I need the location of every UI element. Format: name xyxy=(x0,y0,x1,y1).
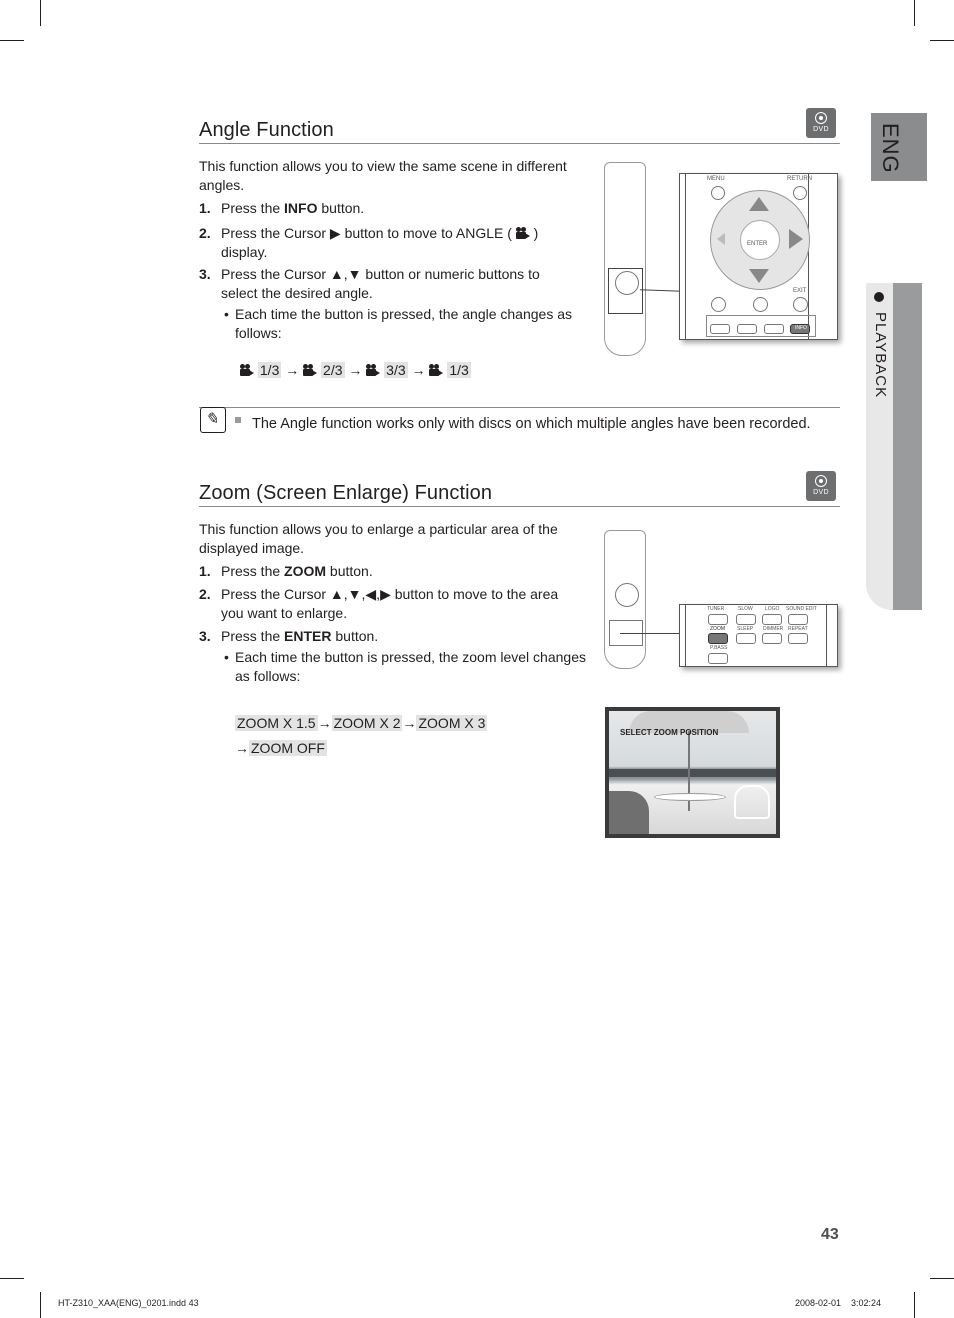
angle-step-value: 3/3 xyxy=(386,362,406,378)
footer-date: 2008-02-01 3:02:24 xyxy=(795,1298,882,1308)
step-text: button. xyxy=(317,200,365,216)
sound-edit-button xyxy=(788,614,808,625)
angle-camera-icon xyxy=(240,364,254,376)
bullet-text: follows: xyxy=(235,325,282,341)
enter-button xyxy=(740,220,780,260)
audio-button xyxy=(711,297,726,312)
section-bullet-icon xyxy=(874,292,884,302)
step-text: Press the xyxy=(221,200,285,216)
section-tab-strip xyxy=(893,283,922,610)
closeup-edge xyxy=(685,605,686,666)
dvd-badge-label: DVD xyxy=(813,489,829,496)
angle-camera-icon xyxy=(366,364,380,376)
zoom-intro xyxy=(199,520,558,558)
enter-key-label: ENTER xyxy=(747,241,768,247)
remote-illustration xyxy=(604,162,646,356)
arrow-icon: → xyxy=(235,740,249,756)
closeup-edge xyxy=(826,605,827,666)
tuner-key-label: TUNER xyxy=(707,606,725,612)
step-text: select the desired angle. xyxy=(221,285,373,301)
angle-step-value: 1/3 xyxy=(449,362,469,378)
step-number: 1. xyxy=(199,200,211,216)
logo-key-label: LOGO xyxy=(765,606,780,612)
stereo-button xyxy=(764,324,784,334)
logo-button xyxy=(762,614,782,625)
tuner-button xyxy=(708,614,728,625)
dvd-badge xyxy=(806,108,836,138)
crop-mark xyxy=(40,1292,41,1318)
angle-sequence xyxy=(240,361,471,380)
step-number: 3. xyxy=(199,266,211,282)
step-number: 2. xyxy=(199,225,211,241)
left-arrow-icon xyxy=(717,233,725,245)
step-text: Press the Cursor ▶ button to move to ANGLE ( xyxy=(221,225,512,241)
step-text: you want to enlarge. xyxy=(221,605,348,621)
zoom-step-3 xyxy=(221,627,378,646)
callout-line xyxy=(640,289,682,291)
dimmer-button xyxy=(762,633,782,644)
section-tab-label: PLAYBACK xyxy=(872,312,889,399)
step-text: Press the xyxy=(221,628,285,644)
sleep-button xyxy=(736,633,756,644)
angle-step-2 xyxy=(221,224,538,262)
closeup-edge xyxy=(685,174,686,339)
angle-step-value: 1/3 xyxy=(259,362,280,378)
angle-title: Angle Function xyxy=(199,119,334,141)
screen-caption: SELECT ZOOM POSITION xyxy=(620,728,719,737)
zoom-rule xyxy=(199,506,840,507)
return-key-label: RETURN xyxy=(787,176,812,182)
cursor-ring xyxy=(710,190,810,290)
step-text: Press the Cursor ▲,▼,◀,▶ button to move to the area xyxy=(221,586,559,602)
plants xyxy=(609,791,649,834)
note-pen-glyph: ✎ xyxy=(205,411,219,428)
info-key-label: INFO xyxy=(795,325,807,331)
crop-mark xyxy=(914,1292,915,1318)
bullet-icon: • xyxy=(224,306,229,322)
angle-camera-icon xyxy=(303,364,317,376)
bullet-icon: • xyxy=(224,649,229,665)
arrow-icon: → xyxy=(411,362,426,378)
exit-button xyxy=(793,297,808,312)
step-text: display. xyxy=(221,244,268,260)
repeat-key-label: REPEAT xyxy=(788,626,808,632)
angle-step-3 xyxy=(221,265,540,303)
angle-camera-icon xyxy=(429,364,443,376)
chair xyxy=(734,785,770,819)
zoom-sequence xyxy=(235,711,487,761)
crop-mark xyxy=(914,0,915,26)
note-icon xyxy=(200,407,226,433)
down-arrow-icon xyxy=(749,269,769,283)
info-button xyxy=(790,324,810,334)
disc-icon xyxy=(815,112,827,124)
zoom-key-label: ZOOM xyxy=(710,626,725,632)
note-bullet-icon xyxy=(235,417,241,423)
zoom-level-value: ZOOM OFF xyxy=(251,740,325,756)
arrow-icon: → xyxy=(402,715,417,731)
bullet-text: as follows: xyxy=(235,668,301,684)
dvd-badge xyxy=(806,471,836,501)
menu-button xyxy=(711,186,725,200)
arrow-icon: → xyxy=(348,362,363,378)
disc-icon xyxy=(815,475,827,487)
remote-closeup xyxy=(679,173,838,340)
footer-file: HT-Z310_XAA(ENG)_0201.indd 43 xyxy=(58,1298,199,1308)
bullet-text: Each time the button is pressed, the angle changes as xyxy=(235,306,572,322)
table xyxy=(654,793,726,801)
menu-key-label: MENU xyxy=(707,176,725,182)
slow-key-label: SLOW xyxy=(738,606,753,612)
zoom-key-name: ZOOM xyxy=(284,563,327,579)
intro-text: This function allows you to enlarge a particular area of the xyxy=(199,521,558,537)
repeat-button xyxy=(788,633,808,644)
note-rule xyxy=(199,407,840,408)
arrow-icon: → xyxy=(317,715,332,731)
effect-button xyxy=(737,324,757,334)
up-arrow-icon xyxy=(749,197,769,211)
remote-dpad xyxy=(615,583,639,607)
remote-closeup xyxy=(679,604,838,667)
sleep-key-label: SLEEP xyxy=(737,626,754,632)
crop-mark xyxy=(930,1278,954,1279)
step-number: 2. xyxy=(199,586,211,602)
angle-step-value: 2/3 xyxy=(323,362,343,378)
exit-key-label: EXIT xyxy=(793,288,807,294)
angle-step-1 xyxy=(221,199,364,218)
railing xyxy=(609,769,776,777)
callout-line xyxy=(620,633,680,634)
dimmer-key-label: DIMMER xyxy=(763,626,784,632)
return-button xyxy=(793,186,807,200)
crop-mark xyxy=(40,0,41,26)
step-text: button. xyxy=(326,563,373,579)
zoom-step-1 xyxy=(221,562,373,581)
pbass-button xyxy=(708,653,728,664)
enter-key-name: ENTER xyxy=(284,628,332,644)
intro-text: displayed image. xyxy=(199,540,305,556)
angle-intro: This function allows you to view the same scene in different angles. xyxy=(199,158,567,193)
language-tab-label: ENG xyxy=(878,123,903,174)
sound-edit-key-label: SOUND EDIT xyxy=(786,606,817,612)
step-text: Press the xyxy=(221,563,285,579)
zoom-screen-illustration xyxy=(605,707,780,838)
zoom-step-2 xyxy=(221,585,558,623)
bullet-text: Each time the button is pressed, the zoom level changes xyxy=(235,649,586,665)
subtitle-button xyxy=(753,297,768,312)
crop-mark xyxy=(0,40,24,41)
remote-dpad xyxy=(615,271,639,295)
info-key-name: INFO xyxy=(284,200,318,216)
mode-button xyxy=(710,324,730,334)
step-text: Press the Cursor ▲,▼ button or numeric buttons to xyxy=(221,266,540,282)
language-tab xyxy=(871,113,927,181)
pbass-key-label: P.BASS xyxy=(710,645,728,651)
arrow-icon: → xyxy=(285,362,300,378)
step-text: button. xyxy=(331,628,379,644)
angle-note: The Angle function works only with discs on which multiple angles have been recorded. xyxy=(252,416,811,432)
step-number: 3. xyxy=(199,628,211,644)
zoom-title: Zoom (Screen Enlarge) Function xyxy=(199,482,493,504)
zoom-level-value: ZOOM X 3 xyxy=(418,715,486,731)
angle-rule xyxy=(199,143,840,144)
step-text: ) xyxy=(533,225,539,241)
crop-mark xyxy=(930,40,954,41)
crop-mark xyxy=(0,1278,24,1279)
slow-button xyxy=(736,614,756,625)
right-arrow-icon xyxy=(789,229,803,249)
step-number: 1. xyxy=(199,563,211,579)
zoom-level-value: ZOOM X 1.5 xyxy=(237,715,316,731)
remote-illustration xyxy=(604,530,646,669)
page-number: 43 xyxy=(821,1226,839,1243)
dvd-badge-label: DVD xyxy=(813,126,829,133)
angle-bullet xyxy=(235,305,580,343)
zoom-button xyxy=(708,633,728,644)
angle-camera-icon xyxy=(516,227,530,239)
zoom-level-value: ZOOM X 2 xyxy=(333,715,401,731)
zoom-bullet xyxy=(235,648,595,686)
function-key-row xyxy=(706,315,816,337)
